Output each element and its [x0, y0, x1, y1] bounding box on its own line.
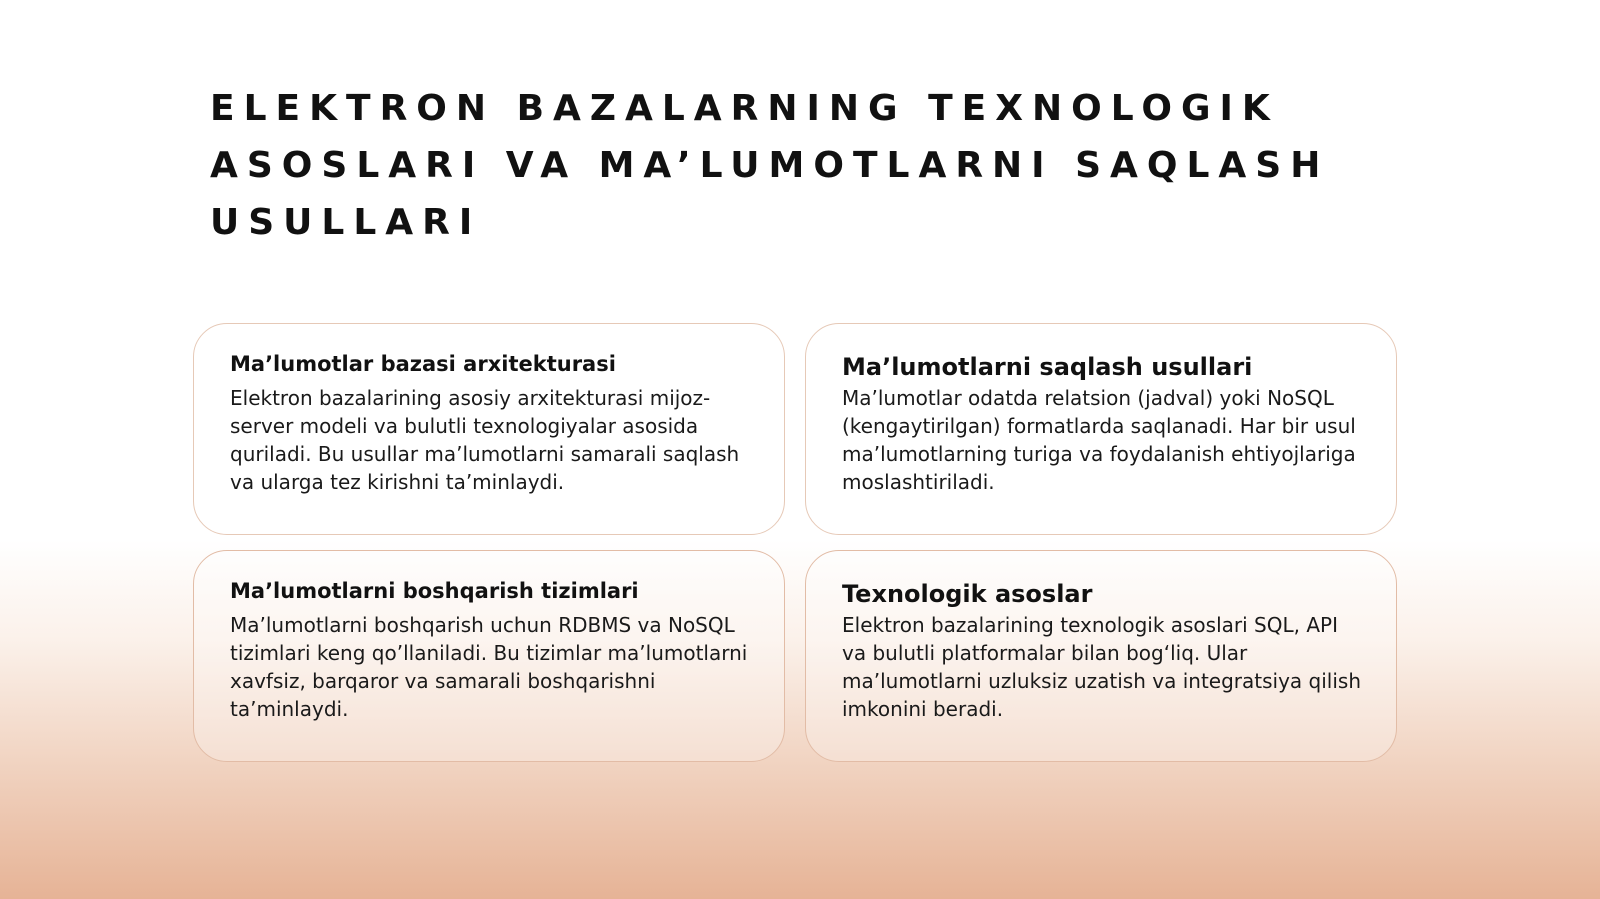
- slide-title: ELEKTRON BAZALARNING TEXNOLOGIK ASOSLARI VA MA’LUMOTLARNI SAQLASH USULLARI: [210, 88, 1330, 243]
- card-management-systems: [193, 550, 785, 762]
- card-text: Ma’lumotlarni boshqarish uchun RDBMS va NoSQL tizimlari keng qo’llaniladi. Bu tizimlar ma’lumotlarni xavfsiz, barqaror va samarali boshqarishni ta’minlaydi.: [230, 613, 748, 721]
- card-database-architecture: [193, 323, 785, 535]
- card-heading: Texnologik asoslar: [842, 580, 1093, 608]
- card-text: Elektron bazalarining asosiy arxitekturasi mijoz-server modeli va bulutli texnologiyalar asosida quriladi. Bu usullar ma’lumotlarni samarali saqlash va ularga tez kirishni ta’minlaydi.: [230, 386, 740, 494]
- card-heading: Ma’lumotlar bazasi arxitekturasi: [230, 352, 616, 376]
- card-text: Ma’lumotlar odatda relatsion (jadval) yoki NoSQL (kengaytirilgan) formatlarda saqlanadi. Har bir usul ma’lumotlarning turiga va foydalanish ehtiyojlariga moslashtiriladi.: [842, 386, 1356, 494]
- card-storage-methods: [805, 323, 1397, 535]
- card-heading: Ma’lumotlarni saqlash usullari: [842, 353, 1253, 381]
- card-heading: Ma’lumotlarni boshqarish tizimlari: [230, 579, 639, 603]
- card-text: Elektron bazalarining texnologik asoslari SQL, API va bulutli platformalar bilan bog‘liq. Ular ma’lumotlarni uzluksiz uzatish va integratsiya qilish imkonini beradi.: [842, 613, 1361, 721]
- card-technological-foundations: [805, 550, 1397, 762]
